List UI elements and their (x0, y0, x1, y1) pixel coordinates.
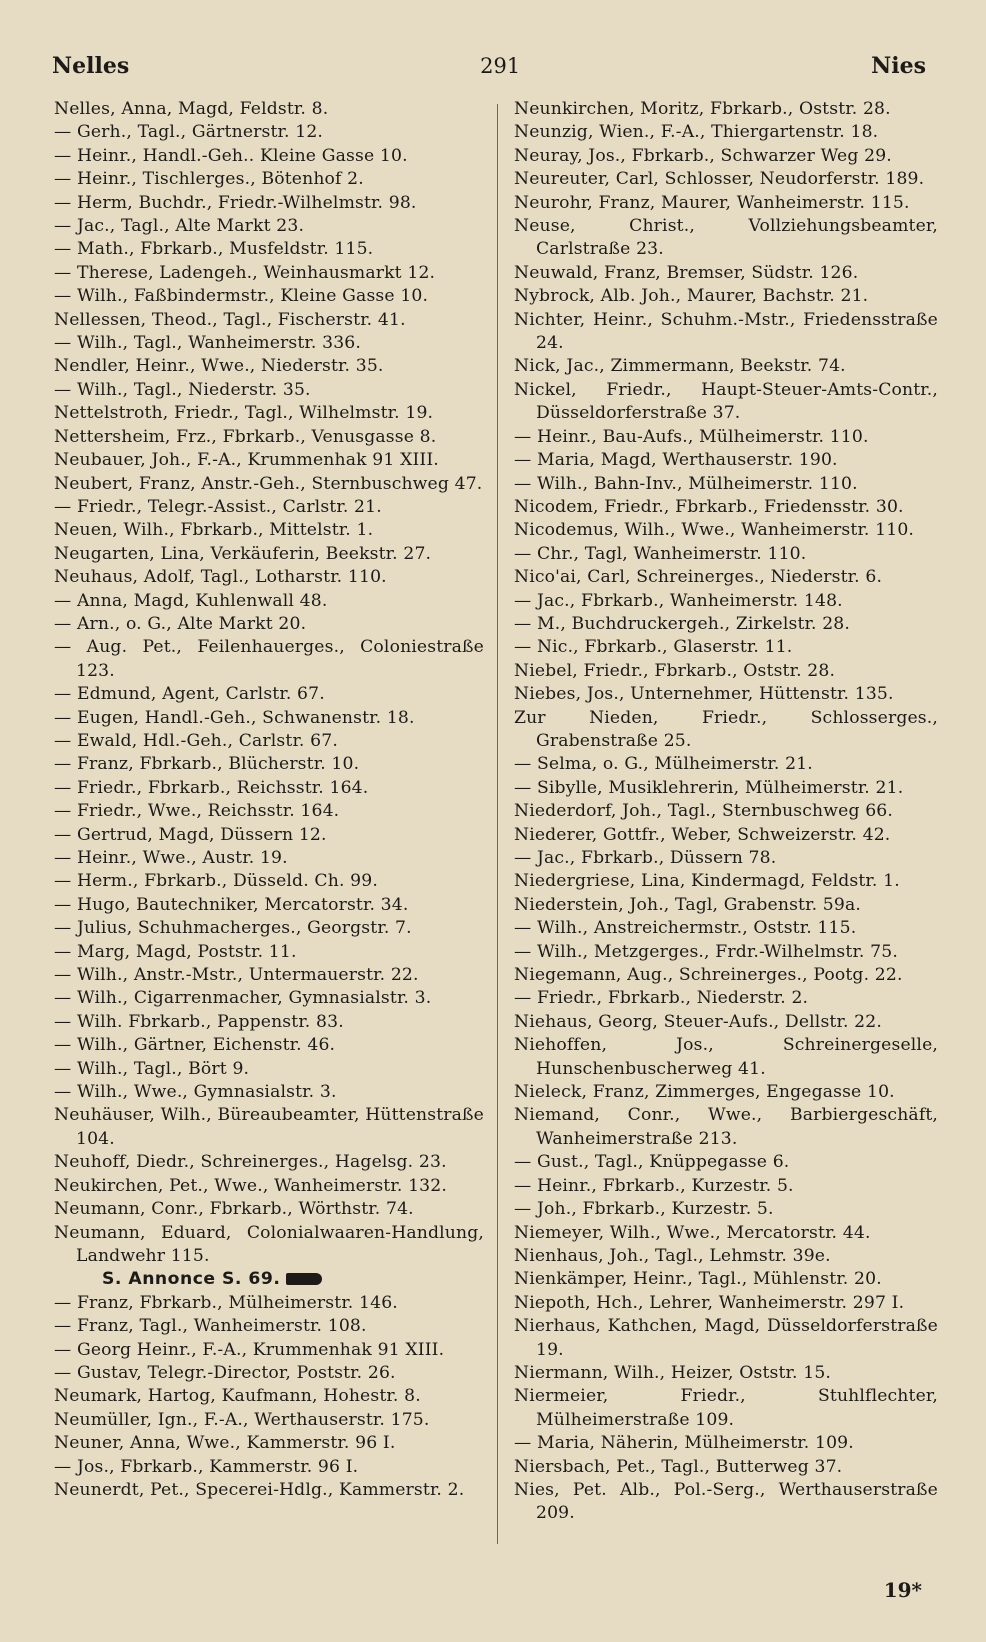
directory-entry: Neumann, Eduard, Colonialwaaren-Handlung, Landwehr 115. (54, 1222, 484, 1266)
directory-entry: — Heinr., Fbrkarb., Kurzestr. 5. (514, 1175, 794, 1196)
directory-entry: Neumann, Conr., Fbrkarb., Wörthstr. 74. (54, 1199, 414, 1220)
directory-entry: — Wilh., Tagl., Bört 9. (54, 1058, 250, 1079)
directory-entry: — Gust., Tagl., Knüppegasse 6. (514, 1152, 790, 1173)
directory-entry: — M., Buchdruckergeh., Zirkelstr. 28. (514, 613, 850, 634)
directory-entry: Neugarten, Lina, Verkäuferin, Beekstr. 27. (54, 543, 432, 564)
page-number: 291 (480, 54, 521, 78)
directory-entry: Nettelstroth, Friedr., Tagl., Wilhelmstr. 19. (54, 403, 434, 424)
directory-entry: — Heinr., Handl.-Geh.. Kleine Gasse 10. (54, 145, 408, 166)
directory-entry: — Aug. Pet., Feilenhauerges., Coloniestraße 123. (54, 637, 484, 681)
directory-entry: Nicodemus, Wilh., Wwe., Wanheimerstr. 110. (514, 520, 915, 541)
sheet-signature: 19* (883, 1578, 922, 1602)
directory-entry: Niemand, Conr., Wwe., Barbiergeschäft, Wanheimerstraße 213. (514, 1105, 938, 1149)
directory-entry: Neuhaus, Adolf, Tagl., Lotharstr. 110. (54, 567, 387, 588)
directory-entry: Nico'ai, Carl, Schreinerges., Niederstr. 6. (514, 567, 883, 588)
directory-entry: — Wilh., Metzgerges., Frdr.-Wilhelmstr. 75. (514, 941, 898, 962)
directory-entry: — Maria, Magd, Werthauserstr. 190. (514, 450, 838, 471)
directory-entry: — Wilh. Fbrkarb., Pappenstr. 83. (54, 1011, 344, 1032)
directory-entry: — Anna, Magd, Kuhlenwall 48. (54, 590, 328, 611)
directory-entry: Nienkämper, Heinr., Tagl., Mühlenstr. 20. (514, 1269, 882, 1290)
directory-entry: Neubauer, Joh., F.-A., Krummenhak 91 XIII. (54, 450, 439, 471)
directory-entry: — Hugo, Bautechniker, Mercatorstr. 34. (54, 894, 409, 915)
directory-entry: — Friedr., Fbrkarb., Niederstr. 2. (514, 988, 809, 1009)
directory-entry: Niegemann, Aug., Schreinerges., Pootg. 22. (514, 965, 903, 986)
directory-entry: Neuse, Christ., Vollziehungsbeamter, Carlstraße 23. (514, 216, 938, 260)
directory-entry: Niebes, Jos., Unternehmer, Hüttenstr. 135. (514, 684, 894, 705)
directory-entry: — Wilh., Gärtner, Eichenstr. 46. (54, 1035, 336, 1056)
directory-entry: Neureuter, Carl, Schlosser, Neudorferstr. 189. (514, 169, 925, 190)
directory-entry: — Herm, Buchdr., Friedr.-Wilhelmstr. 98. (54, 192, 417, 213)
directory-entry: Niepoth, Hch., Lehrer, Wanheimerstr. 297 I. (514, 1292, 905, 1313)
directory-entry: Neuhäuser, Wilh., Büreaubeamter, Hüttenstraße 104. (54, 1105, 484, 1149)
directory-entry: — Ewald, Hdl.-Geh., Carlstr. 67. (54, 730, 338, 751)
directory-entry: Nybrock, Alb. Joh., Maurer, Bachstr. 21. (514, 286, 869, 307)
right-column (514, 98, 938, 1526)
directory-entry: Neubert, Franz, Anstr.-Geh., Sternbuschweg 47. (54, 473, 483, 494)
left-column (54, 98, 484, 1502)
directory-entry: Nicodem, Friedr., Fbrkarb., Friedensstr. 30. (514, 496, 904, 517)
directory-entry: Niehoffen, Jos., Schreinergeselle, Hunschenbuscherweg 41. (514, 1035, 938, 1079)
directory-entry: — Chr., Tagl, Wanheimerstr. 110. (514, 543, 807, 564)
directory-entry: — Jos., Fbrkarb., Kammerstr. 96 I. (54, 1456, 359, 1477)
directory-entry: — Wilh., Bahn-Inv., Mülheimerstr. 110. (514, 473, 858, 494)
directory-entry: — Marg, Magd, Poststr. 11. (54, 941, 297, 962)
directory-entry: — Jac., Fbrkarb., Düssern 78. (514, 848, 777, 868)
directory-entry: — Wilh., Anstr.-Mstr., Untermauerstr. 22. (54, 965, 419, 986)
directory-entry: Nierhaus, Kathchen, Magd, Düsseldorferstraße 19. (514, 1316, 938, 1360)
directory-entry: Nick, Jac., Zimmermann, Beekstr. 74. (514, 356, 846, 377)
directory-entry: Neunkirchen, Moritz, Fbrkarb., Oststr. 28. (514, 99, 891, 119)
directory-entry: Neurohr, Franz, Maurer, Wanheimerstr. 115. (514, 192, 910, 213)
directory-entry: Neumark, Hartog, Kaufmann, Hohestr. 8. (54, 1386, 421, 1407)
directory-entry: — Herm., Fbrkarb., Düsseld. Ch. 99. (54, 871, 378, 892)
directory-entry: — Gerh., Tagl., Gärtnerstr. 12. (54, 122, 324, 143)
directory-entry: Nendler, Heinr., Wwe., Niederstr. 35. (54, 356, 384, 377)
directory-entry: — Edmund, Agent, Carlstr. 67. (54, 684, 325, 705)
directory-entry: — Friedr., Fbrkarb., Reichsstr. 164. (54, 777, 369, 798)
directory-entry: — Therese, Ladengeh., Weinhausmarkt 12. (54, 262, 436, 283)
directory-entry: Nies, Pet. Alb., Pol.-Serg., Werthauserstraße 209. (514, 1479, 938, 1524)
directory-entry: Neunerdt, Pet., Specerei-Hdlg., Kammerstr. 2. (54, 1479, 465, 1500)
directory-entry: Niebel, Friedr., Fbrkarb., Oststr. 28. (514, 660, 836, 681)
directory-entry: — Franz, Tagl., Wanheimerstr. 108. (54, 1316, 367, 1337)
directory-entry: Neuray, Jos., Fbrkarb., Schwarzer Weg 29. (514, 145, 892, 166)
header-right-keyword: Nies (871, 53, 926, 79)
directory-entry: — Wilh., Wwe., Gymnasialstr. 3. (54, 1082, 337, 1103)
directory-entry: — Math., Fbrkarb., Musfeldstr. 115. (54, 239, 374, 260)
directory-entry: Neuhoff, Diedr., Schreinerges., Hagelsg. 23. (54, 1152, 447, 1173)
directory-entry: — Jac., Fbrkarb., Wanheimerstr. 148. (514, 590, 843, 611)
directory-entry: — Franz, Fbrkarb., Mülheimerstr. 146. (54, 1292, 398, 1313)
directory-entry: — Wilh., Cigarrenmacher, Gymnasialstr. 3. (54, 988, 432, 1009)
directory-entry: — Jac., Tagl., Alte Markt 23. (54, 216, 305, 237)
directory-entry: — Wilh., Tagl., Wanheimerstr. 336. (54, 333, 361, 354)
directory-entry: Neuen, Wilh., Fbrkarb., Mittelstr. 1. (54, 520, 374, 541)
directory-entry: Nienhaus, Joh., Tagl., Lehmstr. 39e. (514, 1245, 831, 1266)
directory-entry: Nellessen, Theod., Tagl., Fischerstr. 41. (54, 309, 406, 330)
directory-entry: — Arn., o. G., Alte Markt 20. (54, 613, 307, 634)
directory-entry: — Wilh., Anstreichermstr., Oststr. 115. (514, 918, 857, 939)
directory-entry: Niederdorf, Joh., Tagl., Sternbuschweg 66. (514, 801, 894, 822)
directory-entry: — Heinr., Bau-Aufs., Mülheimerstr. 110. (514, 426, 869, 447)
directory-entry: Neuner, Anna, Wwe., Kammerstr. 96 I. (54, 1433, 396, 1454)
pointing-hand-icon (286, 1273, 322, 1285)
directory-entry: — Gertrud, Magd, Düssern 12. (54, 824, 327, 845)
directory-entry: — Heinr., Tischlerges., Bötenhof 2. (54, 169, 364, 190)
directory-entry: Niedergriese, Lina, Kindermagd, Feldstr. 1. (514, 871, 900, 892)
directory-entry: Nieleck, Franz, Zimmerges, Engegasse 10. (514, 1082, 895, 1103)
directory-entry: Zur Nieden, Friedr., Schlosserges., Grabenstraße 25. (514, 707, 938, 751)
header-left-keyword: Nelles (52, 53, 130, 79)
directory-entry: — Nic., Fbrkarb., Glaserstr. 11. (514, 637, 793, 658)
directory-entry: Niederstein, Joh., Tagl, Grabenstr. 59a. (514, 894, 861, 915)
directory-entry: Nelles, Anna, Magd, Feldstr. 8. (54, 99, 329, 119)
directory-entry: Nickel, Friedr., Haupt-Steuer-Amts-Contr., Düsseldorferstraße 37. (514, 379, 938, 424)
directory-entry: Niehaus, Georg, Steuer-Aufs., Dellstr. 22. (514, 1011, 882, 1032)
column-divider (497, 104, 498, 1544)
directory-entry: — Gustav, Telegr.-Director, Poststr. 26. (54, 1362, 396, 1383)
directory-entry: — Eugen, Handl.-Geh., Schwanenstr. 18. (54, 707, 415, 728)
directory-entry: — Heinr., Wwe., Austr. 19. (54, 848, 288, 868)
directory-entry: — Sibylle, Musiklehrerin, Mülheimerstr. 21. (514, 777, 904, 798)
directory-entry: Neuwald, Franz, Bremser, Südstr. 126. (514, 262, 859, 283)
directory-entry: — Franz, Fbrkarb., Blücherstr. 10. (54, 754, 360, 775)
directory-entry: Niersbach, Pet., Tagl., Butterweg 37. (514, 1456, 843, 1477)
directory-entry: Niermeier, Friedr., Stuhlflechter, Mülheimerstraße 109. (514, 1386, 938, 1430)
directory-entry: — Wilh., Tagl., Niederstr. 35. (54, 379, 311, 400)
advertisement-reference: S. Annonce S. 69. (54, 1268, 484, 1291)
directory-entry: Niederer, Gottfr., Weber, Schweizerstr. 42. (514, 824, 891, 845)
directory-entry: Nettersheim, Frz., Fbrkarb., Venusgasse 8. (54, 426, 437, 447)
directory-entry: — Julius, Schuhmacherges., Georgstr. 7. (54, 918, 412, 939)
directory-entry: Neunzig, Wien., F.-A., Thiergartenstr. 18. (514, 122, 879, 143)
directory-entry: Neukirchen, Pet., Wwe., Wanheimerstr. 132. (54, 1175, 447, 1196)
directory-entry: — Friedr., Telegr.-Assist., Carlstr. 21. (54, 496, 382, 517)
directory-entry: Nichter, Heinr., Schuhm.-Mstr., Friedensstraße 24. (514, 309, 938, 354)
directory-entry: Niemeyer, Wilh., Wwe., Mercatorstr. 44. (514, 1222, 871, 1243)
directory-entry: — Wilh., Faßbindermstr., Kleine Gasse 10. (54, 286, 429, 307)
directory-entry: Niermann, Wilh., Heizer, Oststr. 15. (514, 1362, 832, 1383)
directory-entry: — Maria, Näherin, Mülheimerstr. 109. (514, 1433, 854, 1454)
page-header (52, 46, 926, 86)
directory-entry: — Georg Heinr., F.-A., Krummenhak 91 XIII. (54, 1339, 445, 1360)
directory-entry: — Joh., Fbrkarb., Kurzestr. 5. (514, 1199, 774, 1220)
directory-entry: — Friedr., Wwe., Reichsstr. 164. (54, 801, 340, 822)
directory-entry: Neumüller, Ign., F.-A., Werthauserstr. 175. (54, 1409, 430, 1430)
directory-entry: — Selma, o. G., Mülheimerstr. 21. (514, 754, 813, 775)
